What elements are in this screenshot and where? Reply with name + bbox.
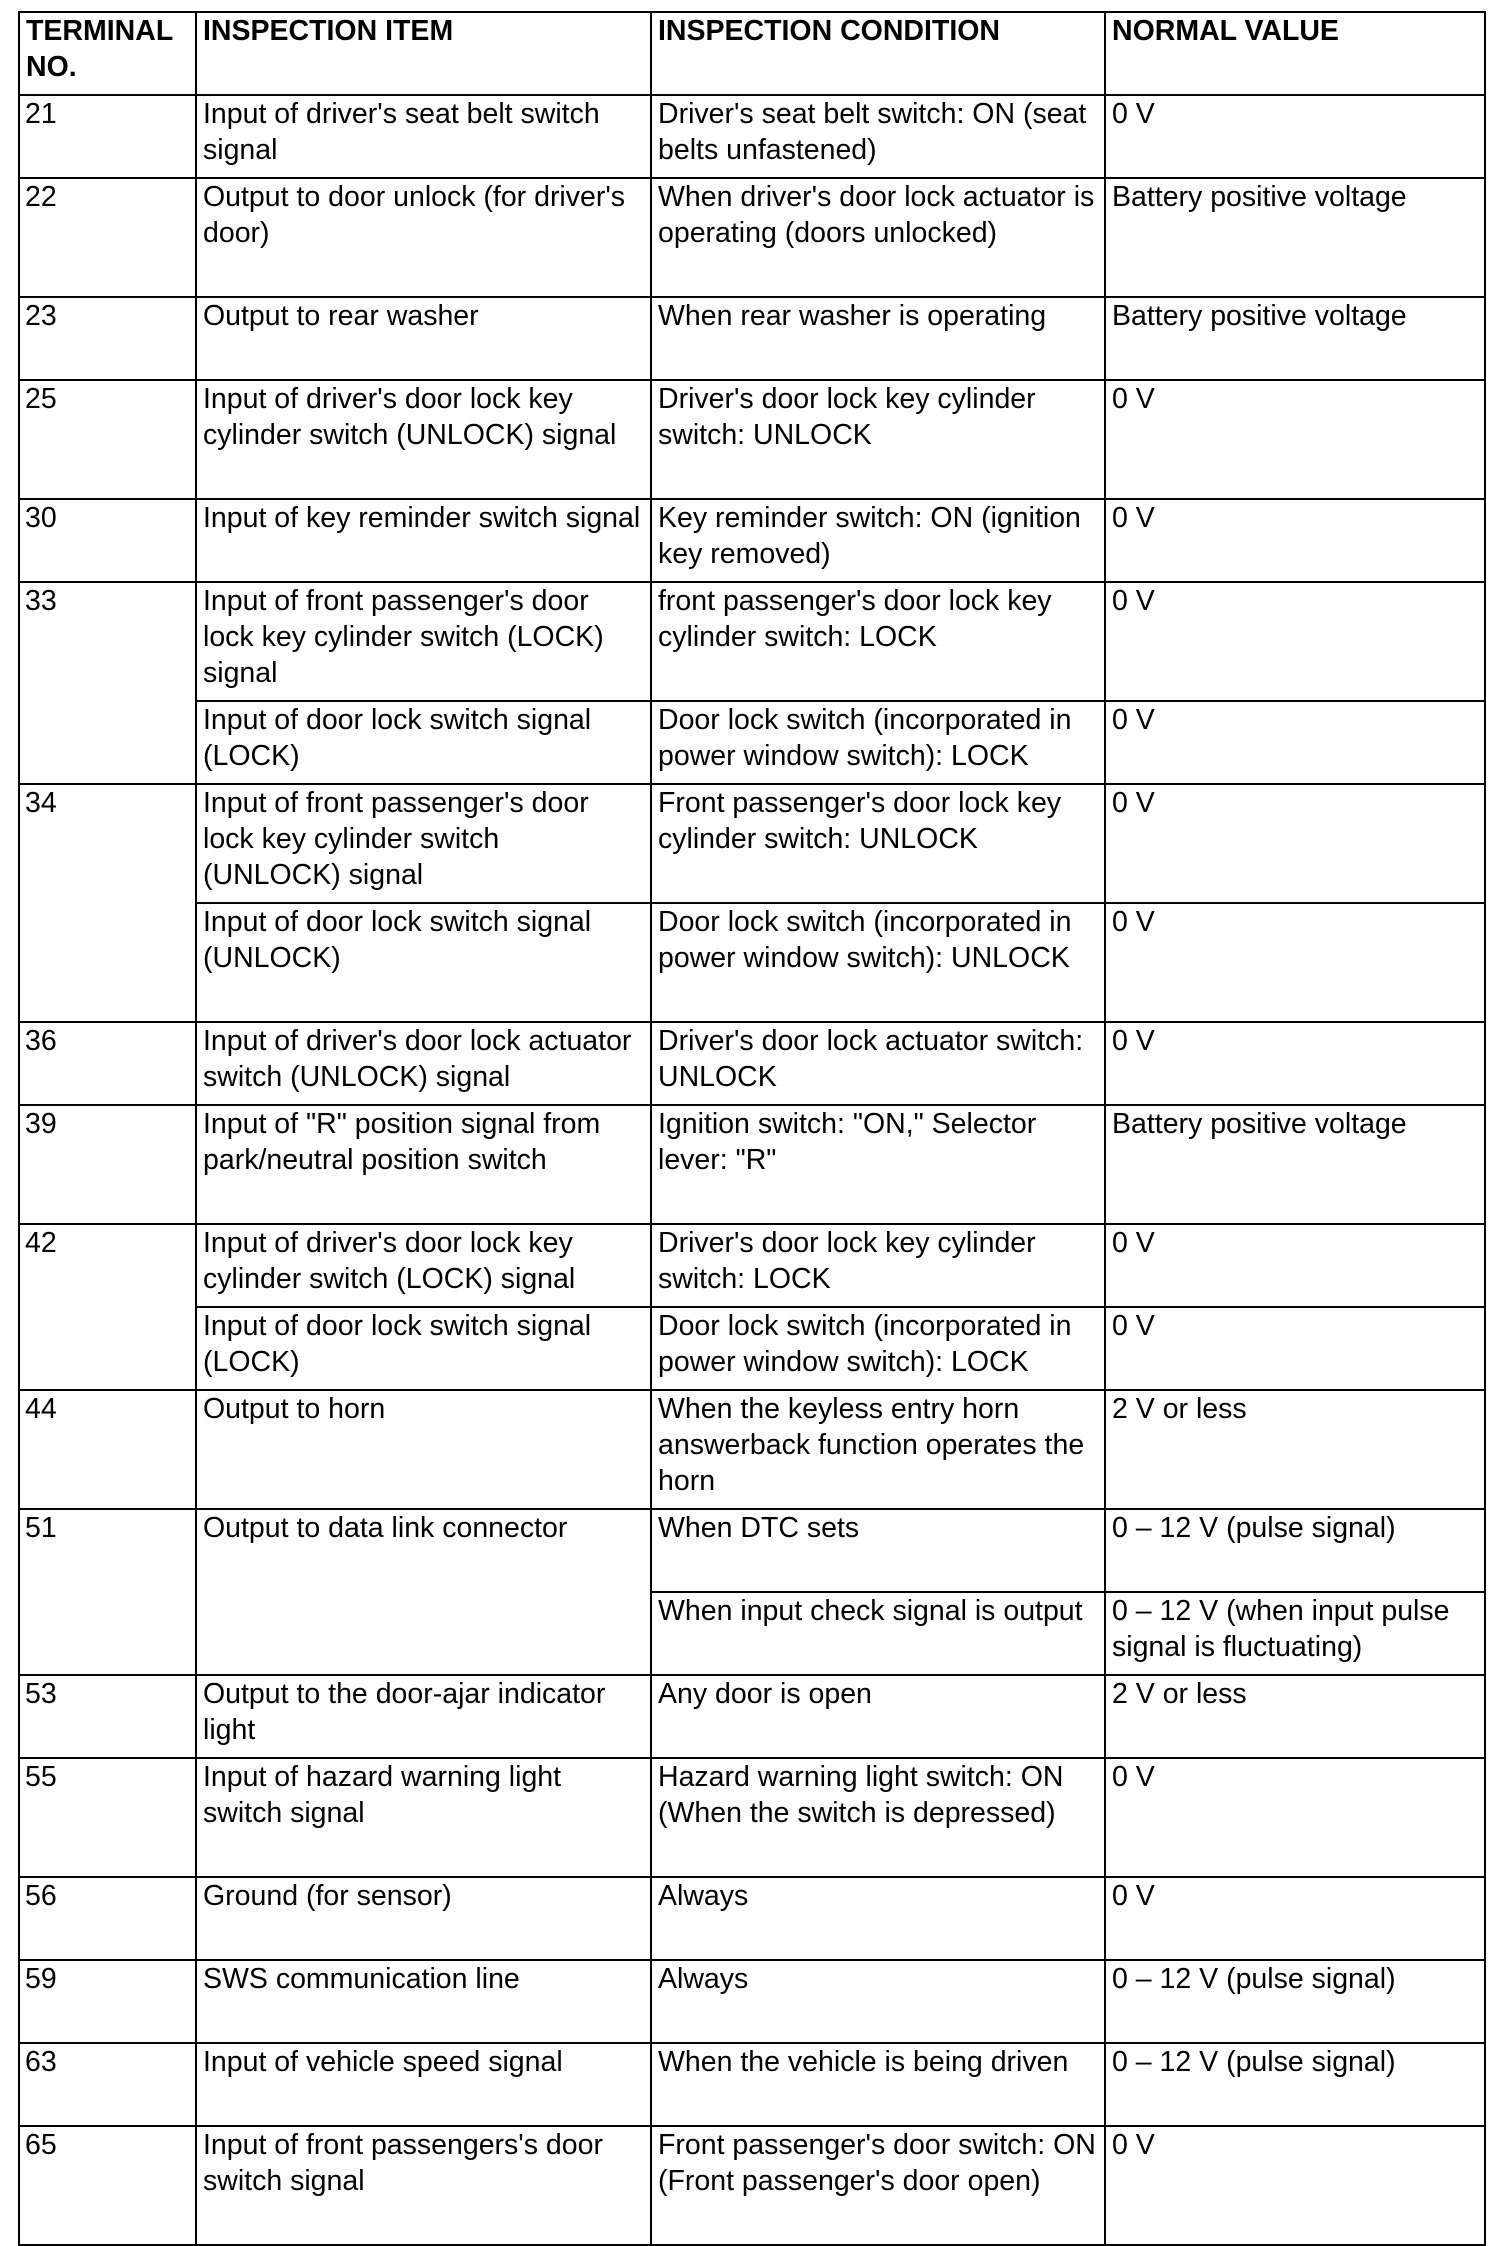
inspection-item: Input of driver's door lock key cylinder switch (UNLOCK) signal: [196, 380, 651, 499]
inspection-condition: Any door is open: [651, 1675, 1105, 1758]
table-row: [19, 1022, 1485, 1105]
header-inspection-item: INSPECTION ITEM: [196, 12, 651, 95]
terminal-number: 42: [19, 1224, 196, 1390]
table-row: [19, 1307, 1485, 1390]
inspection-condition: Driver's door lock key cylinder switch: UNLOCK: [651, 380, 1105, 499]
inspection-condition: Always: [651, 1877, 1105, 1960]
inspection-condition: Hazard warning light switch: ON (When the switch is depressed): [651, 1758, 1105, 1877]
header-normal-value: NORMAL VALUE: [1105, 12, 1485, 95]
inspection-item: Input of front passengers's door switch signal: [196, 2126, 651, 2245]
table-row: [19, 1509, 1485, 1592]
inspection-condition: Door lock switch (incorporated in power window switch): LOCK: [651, 701, 1105, 784]
table-row: [19, 297, 1485, 380]
normal-value: 0 – 12 V (pulse signal): [1105, 1509, 1485, 1592]
table-row: [19, 1675, 1485, 1758]
inspection-condition: When input check signal is output: [651, 1592, 1105, 1675]
terminal-number: 21: [19, 95, 196, 178]
inspection-condition: Door lock switch (incorporated in power window switch): UNLOCK: [651, 903, 1105, 1022]
normal-value: 2 V or less: [1105, 1390, 1485, 1509]
normal-value: 0 V: [1105, 582, 1485, 701]
table-body: [19, 95, 1485, 2245]
normal-value: 0 V: [1105, 1307, 1485, 1390]
table-row: [19, 903, 1485, 1022]
normal-value: 0 – 12 V (pulse signal): [1105, 2043, 1485, 2126]
normal-value: Battery positive voltage: [1105, 1105, 1485, 1224]
normal-value: 0 V: [1105, 1224, 1485, 1307]
table-row: [19, 1960, 1485, 2043]
inspection-item: Output to rear washer: [196, 297, 651, 380]
terminal-number: 63: [19, 2043, 196, 2126]
normal-value: 0 V: [1105, 95, 1485, 178]
terminal-number: 44: [19, 1390, 196, 1509]
table-row: [19, 380, 1485, 499]
inspection-item: Input of hazard warning light switch signal: [196, 1758, 651, 1877]
inspection-condition: Front passenger's door switch: ON (Front passenger's door open): [651, 2126, 1105, 2245]
table-row: [19, 701, 1485, 784]
normal-value: 0 V: [1105, 1758, 1485, 1877]
table-row: [19, 582, 1485, 701]
table-row: [19, 2126, 1485, 2245]
terminal-number: 53: [19, 1675, 196, 1758]
terminal-number: 36: [19, 1022, 196, 1105]
inspection-condition: When the keyless entry horn answerback function operates the horn: [651, 1390, 1105, 1509]
normal-value: 0 V: [1105, 499, 1485, 582]
table-row: [19, 1224, 1485, 1307]
inspection-table: [18, 11, 1486, 2246]
inspection-condition: When DTC sets: [651, 1509, 1105, 1592]
terminal-number: 33: [19, 582, 196, 784]
terminal-number: 65: [19, 2126, 196, 2245]
normal-value: Battery positive voltage: [1105, 297, 1485, 380]
terminal-number: 59: [19, 1960, 196, 2043]
terminal-number: 34: [19, 784, 196, 1022]
table-row: [19, 178, 1485, 297]
inspection-item: Output to horn: [196, 1390, 651, 1509]
inspection-condition: When rear washer is operating: [651, 297, 1105, 380]
inspection-item: Input of front passenger's door lock key cylinder switch (UNLOCK) signal: [196, 784, 651, 903]
inspection-condition: When the vehicle is being driven: [651, 2043, 1105, 2126]
table-row: [19, 499, 1485, 582]
normal-value: 0 V: [1105, 1877, 1485, 1960]
inspection-item: Ground (for sensor): [196, 1877, 651, 1960]
table-row: [19, 1758, 1485, 1877]
normal-value: Battery positive voltage: [1105, 178, 1485, 297]
inspection-item: Input of door lock switch signal (LOCK): [196, 1307, 651, 1390]
inspection-item: Input of door lock switch signal (LOCK): [196, 701, 651, 784]
table-row: [19, 784, 1485, 903]
inspection-item: Input of front passenger's door lock key cylinder switch (LOCK) signal: [196, 582, 651, 701]
inspection-item: Input of door lock switch signal (UNLOCK): [196, 903, 651, 1022]
normal-value: 0 V: [1105, 784, 1485, 903]
terminal-number: 23: [19, 297, 196, 380]
inspection-item: Input of driver's door lock actuator switch (UNLOCK) signal: [196, 1022, 651, 1105]
header-inspection-condition: INSPECTION CONDITION: [651, 12, 1105, 95]
inspection-item: Input of driver's seat belt switch signal: [196, 95, 651, 178]
inspection-item: Input of vehicle speed signal: [196, 2043, 651, 2126]
normal-value: 0 V: [1105, 2126, 1485, 2245]
normal-value: 0 – 12 V (pulse signal): [1105, 1960, 1485, 2043]
table-row: [19, 2043, 1485, 2126]
inspection-condition: Ignition switch: "ON," Selector lever: "R": [651, 1105, 1105, 1224]
normal-value: 0 V: [1105, 701, 1485, 784]
table-row: [19, 1390, 1485, 1509]
inspection-item: SWS communication line: [196, 1960, 651, 2043]
inspection-condition: Driver's door lock key cylinder switch: LOCK: [651, 1224, 1105, 1307]
normal-value: 0 V: [1105, 1022, 1485, 1105]
header-terminal-no: TERMINAL NO.: [19, 12, 196, 95]
terminal-number: 51: [19, 1509, 196, 1675]
terminal-number: 30: [19, 499, 196, 582]
terminal-number: 56: [19, 1877, 196, 1960]
normal-value: 0 – 12 V (when input pulse signal is fluctuating): [1105, 1592, 1485, 1675]
inspection-item: Input of key reminder switch signal: [196, 499, 651, 582]
inspection-condition: Always: [651, 1960, 1105, 2043]
normal-value: 2 V or less: [1105, 1675, 1485, 1758]
inspection-item: Input of driver's door lock key cylinder switch (LOCK) signal: [196, 1224, 651, 1307]
table-row: [19, 1105, 1485, 1224]
inspection-condition: Door lock switch (incorporated in power window switch): LOCK: [651, 1307, 1105, 1390]
header-row: [19, 12, 1485, 95]
inspection-condition: When driver's door lock actuator is operating (doors unlocked): [651, 178, 1105, 297]
terminal-number: 22: [19, 178, 196, 297]
inspection-item: Output to the door-ajar indicator light: [196, 1675, 651, 1758]
inspection-condition: Front passenger's door lock key cylinder switch: UNLOCK: [651, 784, 1105, 903]
normal-value: 0 V: [1105, 380, 1485, 499]
terminal-number: 55: [19, 1758, 196, 1877]
terminal-number: 39: [19, 1105, 196, 1224]
normal-value: 0 V: [1105, 903, 1485, 1022]
table-row: [19, 95, 1485, 178]
inspection-item: Output to door unlock (for driver's door): [196, 178, 651, 297]
inspection-condition: front passenger's door lock key cylinder switch: LOCK: [651, 582, 1105, 701]
inspection-condition: Key reminder switch: ON (ignition key removed): [651, 499, 1105, 582]
inspection-item: Input of "R" position signal from park/neutral position switch: [196, 1105, 651, 1224]
inspection-condition: Driver's door lock actuator switch: UNLOCK: [651, 1022, 1105, 1105]
table-row: [19, 1877, 1485, 1960]
terminal-number: 25: [19, 380, 196, 499]
inspection-item: Output to data link connector: [196, 1509, 651, 1675]
inspection-condition: Driver's seat belt switch: ON (seat belts unfastened): [651, 95, 1105, 178]
